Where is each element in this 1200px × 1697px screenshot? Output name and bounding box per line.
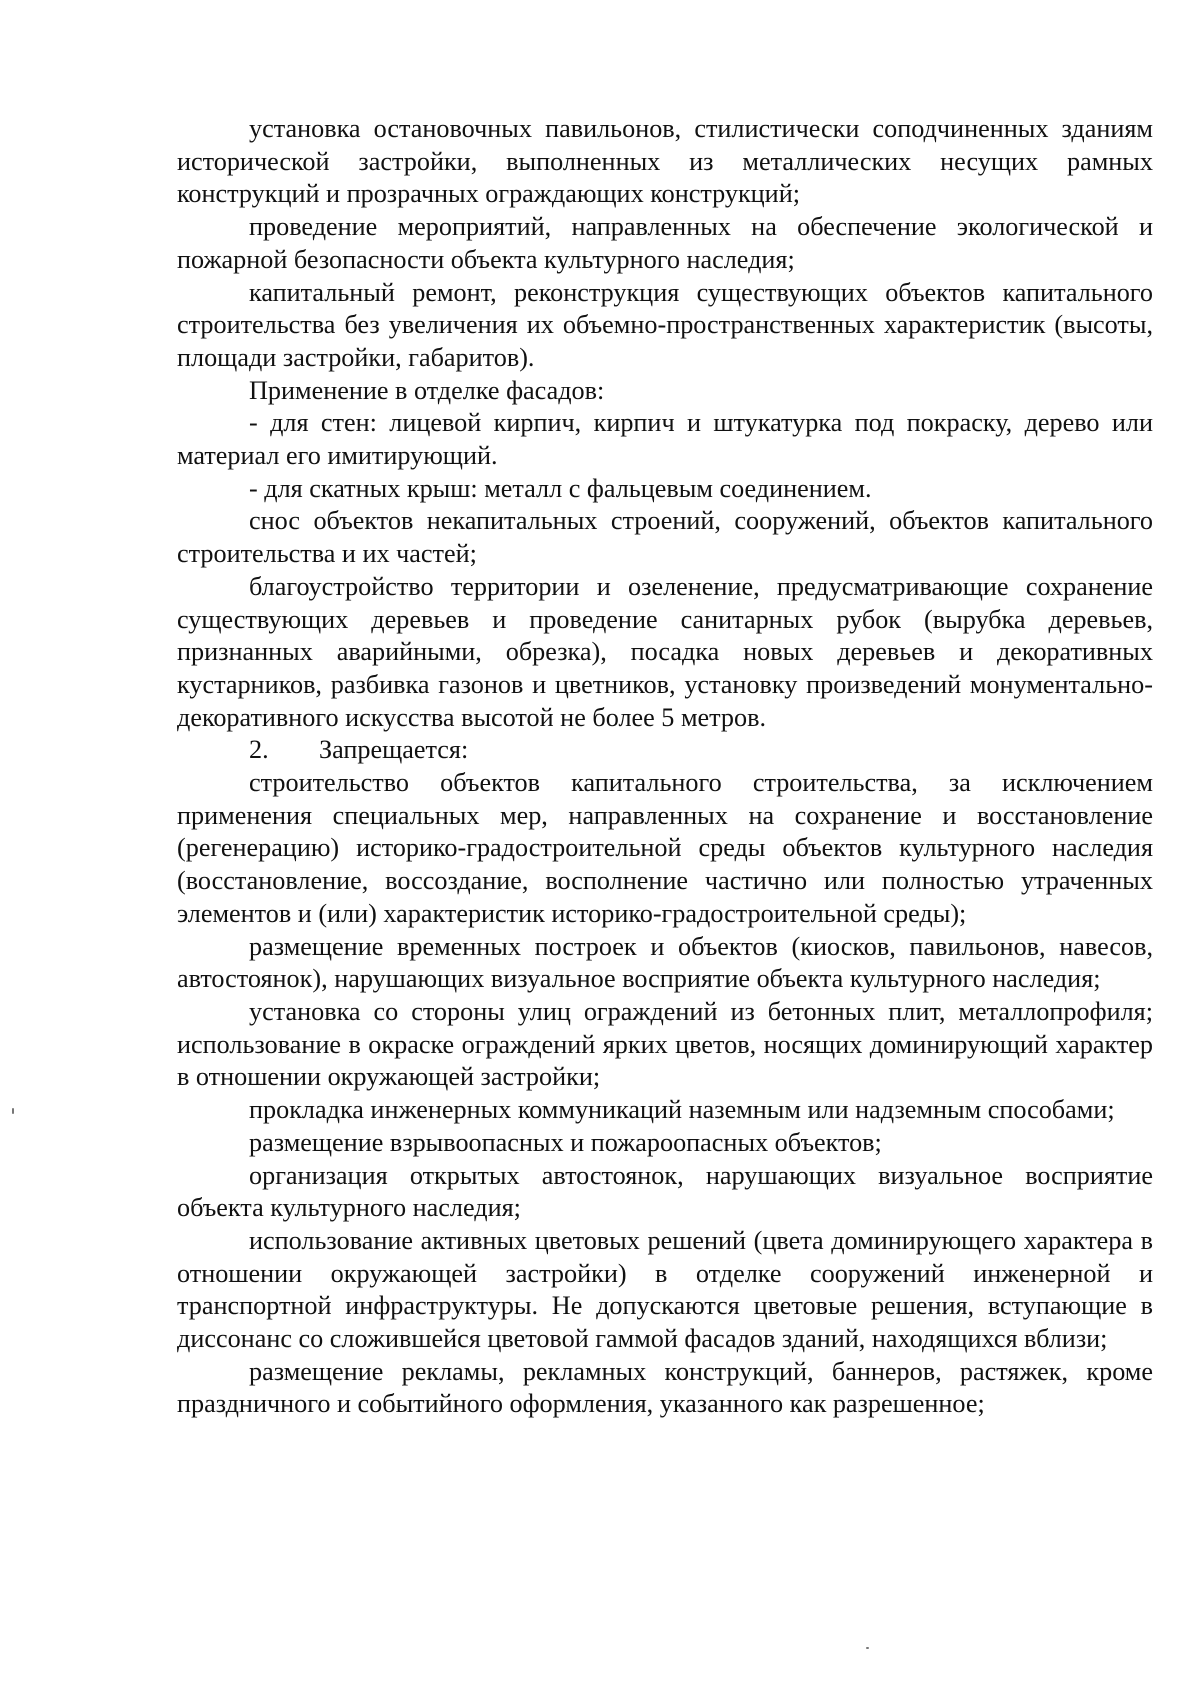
section-heading	[177, 734, 1153, 767]
document-body	[177, 113, 1153, 1421]
paragraph-facade-finishing: Применение в отделке фасадов:	[249, 375, 605, 405]
scan-speck	[866, 1647, 869, 1649]
paragraph-safety-measures: проведение мероприятий, направленных на обеспечение экологической и пожарной безопасности объекта культурного наследия;	[177, 212, 1153, 274]
prohibited-parking: организация открытых автостоянок, нарушающих визуальное восприятие объекта культурного наследия;	[177, 1160, 1153, 1223]
prohibited-utilities: прокладка инженерных коммуникаций наземным или надземным способами;	[249, 1095, 1115, 1125]
prohibited-advertising: размещение рекламы, рекламных конструкций, баннеров, растяжек, кроме праздничного и событийного оформления, указанного как разрешенное;	[177, 1356, 1153, 1419]
paragraph-roofs: - для скатных крыш: металл с фальцевым соединением.	[249, 473, 872, 503]
prohibited-hazardous-objects: размещение взрывоопасных и пожароопасных объектов;	[249, 1127, 882, 1157]
paragraph-landscaping: благоустройство территории и озеленение, предусматривающие сохранение существующих деревьев и проведение санитарных рубок (вырубка деревьев, признанных аварийными, обрезка), посадка новых деревьев и декоративных кустарников, разбивка газонов и цветников, установку произведений монументально-декоративного искусства высотой не более 5 метров.	[177, 571, 1153, 732]
paragraph-capital-repair: капитальный ремонт, реконструкция существующих объектов капитального строительства без увеличения их объемно-пространственных характеристик (высоты, площади застройки, габаритов).	[177, 277, 1153, 372]
prohibited-construction: строительство объектов капитального строительства, за исключением применения специальных мер, направленных на сохранение и восстановление (регенерацию) историко-градостроительной среды объектов культурного наследия (восстановление, воссоздание, восполнение частично или полностью утраченных элементов и (или) характеристик историко-градостроительной среды);	[177, 768, 1153, 928]
paragraph-bus-pavilions: установка остановочных павильонов, стилистически соподчиненных зданиям исторической застройки, выполненных из металлических несущих рамных конструкций и прозрачных ограждающих конструкций;	[177, 114, 1153, 209]
scan-speck	[12, 1108, 14, 1114]
prohibited-colors: использование активных цветовых решений (цвета доминирующего характера в отношении окружающей застройки) в отделке сооружений инженерной и транспортной инфраструктуры. Не допускаются цветовые решения, вступающие в диссонанс со сложившейся цветовой гаммой фасадов зданий, находящихся вблизи;	[177, 1225, 1153, 1354]
section-number: 2.	[249, 735, 269, 765]
prohibited-temporary-buildings: размещение временных построек и объектов (киосков, павильонов, навесов, автостоянок), нарушающих визуальное восприятие объекта культурного наследия;	[177, 931, 1153, 994]
section-title: Запрещается:	[319, 735, 469, 765]
paragraph-demolition: снос объектов некапитальных строений, сооружений, объектов капитального строительства и их частей;	[177, 506, 1153, 569]
prohibited-fences: установка со стороны улиц ограждений из бетонных плит, металлопрофиля; использование в окраске ограждений ярких цветов, носящих доминирующий характер в отношении окружающей застройки;	[177, 996, 1153, 1092]
paragraph-walls: - для стен: лицевой кирпич, кирпич и штукатурка под покраску, дерево или материал его имитирующий.	[177, 408, 1153, 471]
